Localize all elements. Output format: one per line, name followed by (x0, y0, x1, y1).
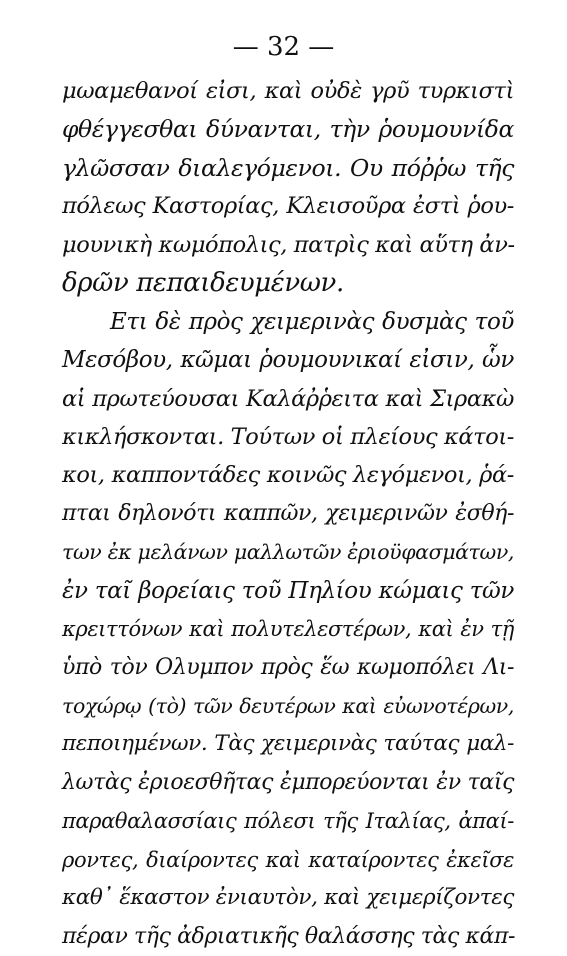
text-line: παραθαλασσίαις πόλεσι τῆς Ιταλίας, ἀπαί- (62, 809, 514, 834)
text-line: πέραν τῆς ἀδριατικῆς θαλάσσης τὰς κάπ- (62, 923, 516, 949)
text-line: αἱ πρωτεύουσαι Καλάῤῥειτα καὶ Σιρακὼ (62, 385, 514, 412)
text-line: Ετι δὲ πρὸς χειμερινὰς δυσμὰς τοῦ (110, 308, 514, 335)
text-line: πται δηλονότι καππῶν, χειμερινῶν ἐσθή- (62, 500, 514, 526)
text-line: κοι, καπποντάδες κοινῶς λεγόμενοι, ῥά- (62, 462, 514, 489)
text-line: φθέγγεσθαι δύνανται, τὴν ῥουμουνίδα (62, 115, 514, 144)
text-line: ὑπὸ τὸν Ολυμπον πρὸς ἕω κωμοπόλει Λι- (62, 654, 514, 680)
text-line: λωτὰς ἐριοεσθῆτας ἐμπορεύονται ἐν ταῖς (62, 769, 514, 795)
text-line: πόλεως Καστορίας, Κλεισοῦρα ἐστὶ ῥου- (62, 193, 514, 220)
text-line: ἐν ταῖ βορείαις τοῦ Πηλίου κώμαις τῶν (62, 577, 514, 604)
text-line: καθ᾽ ἕκαστον ἐνιαυτὸν, καὶ χειμερίζοντες (62, 885, 514, 911)
text-line: κρειττόνων καὶ πολυτελεστέρων, καὶ ἐν τῇ (62, 617, 514, 642)
text-line: τοχώρῳ (τὸ) τῶν δευτέρων καὶ εὐωνοτέρων, (62, 694, 514, 718)
text-line: ροντες, διαίροντες καὶ καταίροντες ἐκεῖσε (62, 847, 514, 872)
text-line: γλῶσσαν διαλεγόμενοι. Ου πόῤῥω τῆς (62, 153, 514, 182)
text-line: Μεσόβου, κῶμαι ῥουμουνικαί εἰσιν, ὧν (62, 347, 514, 374)
text-line: μωαμεθανοί εἰσι, καὶ οὐδὲ γρῦ τυρκιστὶ (62, 78, 514, 104)
page-number: — 32 — (232, 32, 335, 62)
text-line: κικλήσκονται. Τούτων οἱ πλείους κάτοι- (62, 423, 514, 450)
body-text (62, 72, 514, 956)
text-line: πεποιημένων. Τὰς χειμερινὰς ταύτας μαλ- (62, 731, 514, 757)
text-line: των ἐκ μελάνων μαλλωτῶν ἐριοϋφασμάτων, (62, 540, 514, 565)
text-line: δρῶν πεπαιδευμένων. (62, 268, 344, 299)
text-line: μουνικὴ κωμόπολις, πατρὶς καὶ αὕτη ἀν- (62, 231, 515, 258)
